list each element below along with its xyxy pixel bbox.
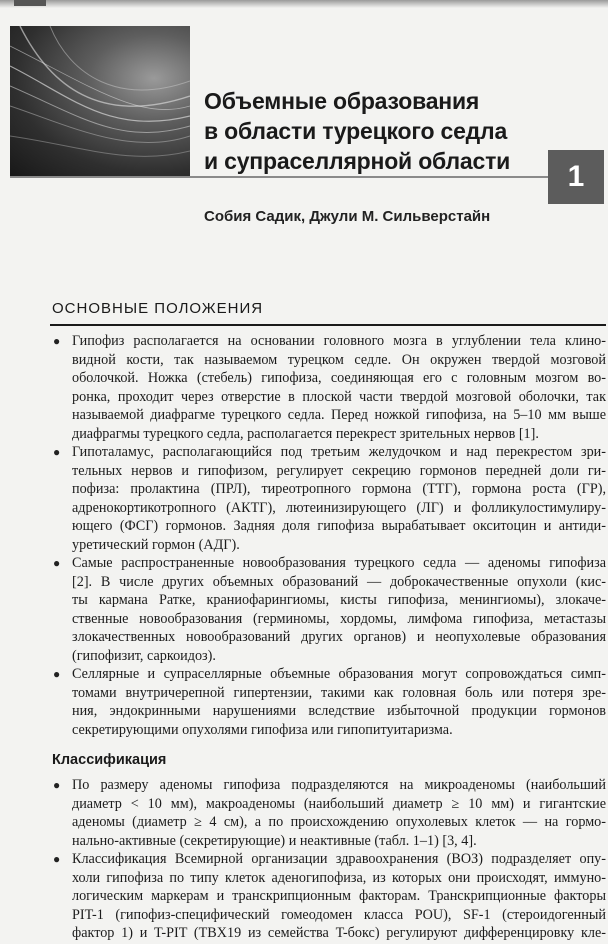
chapter-title-line-2: в области турецкого седла	[204, 118, 508, 144]
bullet-marker: ●	[53, 334, 61, 348]
text-line: фактор 1) и T-PIT (TBX19 из семейства T-бокс) регулируют дифференцировку кле-	[72, 925, 606, 941]
section-heading-key-points: ОСНОВНЫЕ ПОЛОЖЕНИЯ	[52, 300, 264, 317]
title-underline	[10, 176, 550, 178]
bullet-item	[52, 443, 606, 554]
section-divider	[50, 324, 606, 326]
text-line: адренокортикотропного (АКТГ), лютеинизирующего (ЛГ) и фолликулостимулиру-	[72, 499, 606, 516]
bullet-marker: ●	[53, 445, 61, 459]
text-line: томами внутричерепной гипертензии, такими как головная боль или потеря зре-	[72, 684, 606, 701]
text-line: Селлярные и супраселлярные объемные образования могут сопровождаться симп-	[72, 666, 606, 682]
text-line: ты кармана Ратке, краниофарингиомы, кисты гипофиза, менингиомы), злокаче-	[72, 592, 606, 608]
bullet-item	[52, 776, 606, 850]
text-line: видной кости, так называемом турецком седле. Он окружен твердой мозговой	[72, 351, 606, 368]
chapter-title	[204, 86, 544, 176]
text-line: ющего (ФСГ) гормонов. Задняя доля гипофиза вырабатывает окситоцин и антиди-	[72, 518, 606, 534]
classification-list	[52, 776, 606, 943]
text-line: логическим маркерам и транскрипционным факторам. Транскрипционные факторы	[72, 888, 606, 904]
text-line: тельных нервов и гипофизом, регулирует секрецию гормонов передней доли ги-	[72, 462, 606, 479]
text-line: Гипоталамус, располагающийся под третьим желудочком и над перекрестом зри-	[72, 444, 606, 460]
text-line: ронка, проходит через отверстие в плоской части твердой мозговой оболочки, так	[72, 388, 606, 405]
text-line: [2]. В числе других объемных образований — доброкачественные опухоли (кис-	[72, 573, 606, 590]
bullet-marker: ●	[53, 556, 61, 570]
text-line: секретирующими опухолями гипофиза или гипопитуитаризма.	[72, 721, 453, 738]
key-points-list	[52, 332, 606, 739]
text-line: аденомы (диаметр ≥ 4 см), а по происхождению опухолевых клеток — на гормо-	[72, 814, 606, 830]
bullet-item	[52, 554, 606, 665]
text-line: ния, эндокринными нарушениями вследствие избыточной продукции гормонов	[72, 703, 606, 719]
text-line: нально-активные (секретирующие) и неактивные (табл. 1–1) [3, 4].	[72, 832, 477, 849]
text-line: PIT-1 (гипофиз-специфический гомеодомен класса POU), SF-1 (стероидогенный	[72, 906, 606, 923]
chapter-number-badge: 1	[548, 150, 604, 204]
page-corner-mark	[14, 0, 46, 6]
text-line: (гипофизит, саркоидоз).	[72, 647, 216, 664]
chapter-title-line-3: и супраселлярной области	[204, 148, 511, 174]
bullet-marker: ●	[53, 852, 61, 866]
text-line: уретический гормон (АДГ).	[72, 536, 240, 553]
decorative-banner-image	[10, 26, 190, 176]
bullet-item	[52, 332, 606, 443]
bullet-marker: ●	[53, 778, 61, 792]
text-line: диаметр < 10 мм), макроаденомы (наибольший диаметр ≥ 10 мм) и гигантские	[72, 795, 606, 812]
bullet-item	[52, 665, 606, 739]
text-line: Гипофиз располагается на основании головного мозга в углублении тела клино-	[72, 333, 606, 349]
bullet-marker: ●	[53, 667, 61, 681]
text-line: Самые распространенные новообразования турецкого седла — аденомы гипофиза	[72, 555, 606, 571]
text-line: Классификация Всемирной организации здравоохранения (ВОЗ) подразделяет опу-	[72, 851, 606, 867]
subsection-heading-classification: Классификация	[52, 752, 167, 768]
text-line: оболочкой. Ножка (стебель) гипофиза, соединяющая его с головным мозгом во-	[72, 370, 606, 386]
chapter-authors: Собия Садик, Джули М. Сильверстайн	[204, 208, 491, 225]
chapter-title-line-1: Объемные образования	[204, 88, 480, 114]
text-line: называемой диафрагме турецкого седла. Перед ножкой гипофиза, на 5–10 мм выше	[72, 407, 606, 423]
bullet-item	[52, 850, 606, 943]
text-line: холи гипофиза по типу клеток аденогипофиза, из которых они происходят, иммуно-	[72, 869, 606, 886]
text-line: ственные новообразования (герминомы, хордомы, лимфома гипофиза, метастазы	[72, 610, 606, 627]
text-line: По размеру аденомы гипофиза подразделяются на микроаденомы (наибольший	[72, 777, 606, 793]
text-line: диафрагмы турецкого седла, располагается перекрест зрительных нервов [1].	[72, 425, 539, 442]
page-top-edge	[0, 0, 608, 8]
text-line: злокачественных новообразований других органов) и неопухолевые образования	[72, 629, 606, 645]
text-line: пофиза: пролактина (ПРЛ), тиреотропного гормона (ТТГ), гормона роста (ГР),	[72, 481, 606, 497]
